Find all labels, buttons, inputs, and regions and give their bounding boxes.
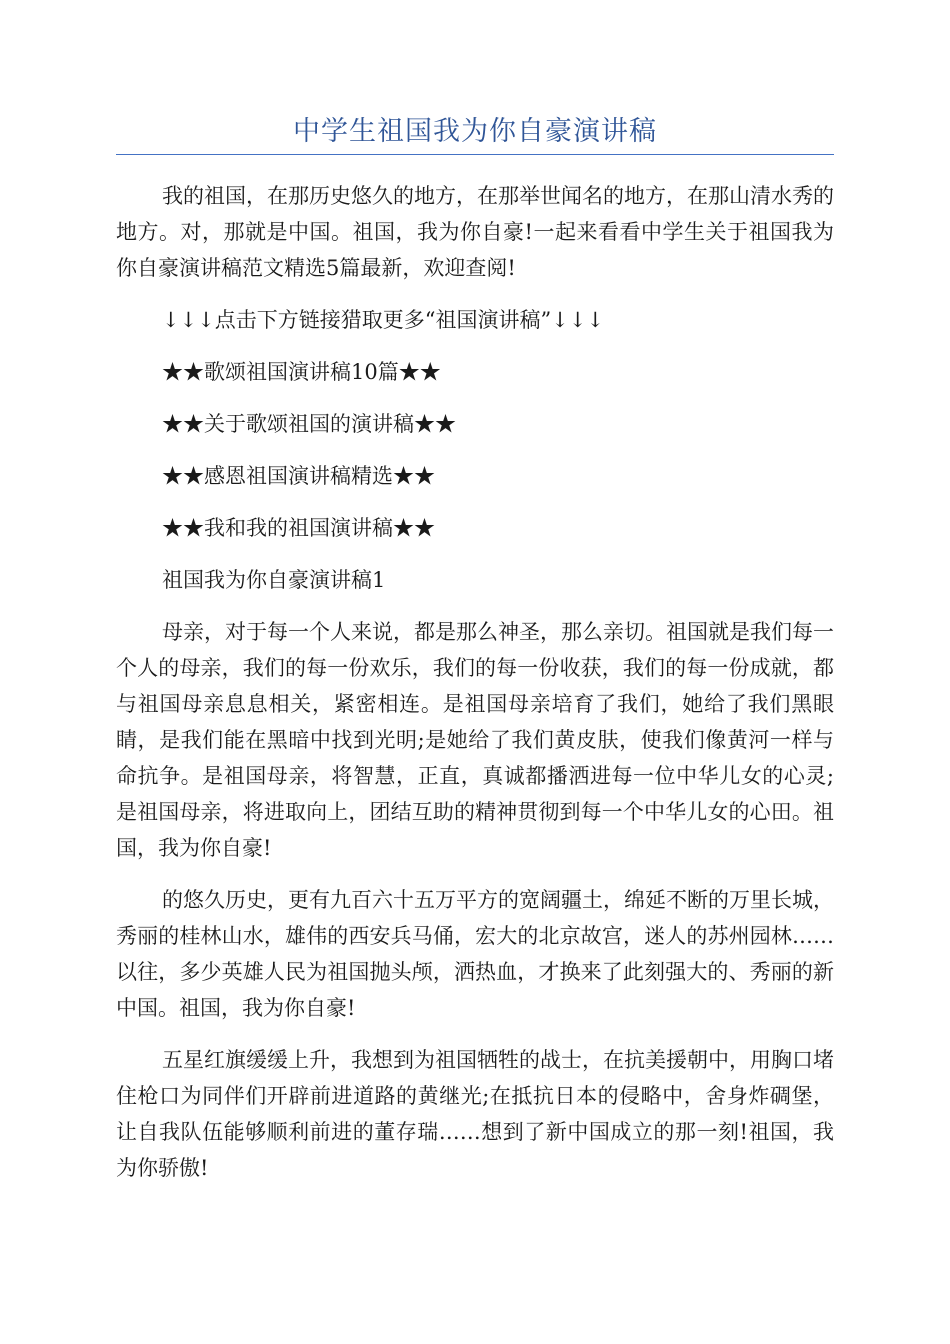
link-prompt: ↓↓↓点击下方链接猎取更多“祖国演讲稿”↓↓↓	[162, 308, 605, 332]
related-link-3[interactable]: ★★感恩祖国演讲稿精选★★	[162, 464, 435, 488]
body-paragraph-3: 五星红旗缓缓上升，我想到为祖国牺牲的战士，在抗美援朝中，用胸口堵住枪口为同伴们开辟前进道路的黄继光;在抵抗日本的侵略中，舍身炸碉堡，让自我队伍能够顺利前进的董存瑞……想到了新中国成立的那一刻!祖国，我为你骄傲!	[116, 1048, 834, 1180]
section-heading: 祖国我为你自豪演讲稿1	[162, 568, 386, 592]
document-body	[116, 146, 834, 1186]
document-title: 中学生祖国我为你自豪演讲稿	[293, 116, 657, 147]
related-link-1[interactable]: ★★歌颂祖国演讲稿10篇★★	[162, 360, 441, 384]
intro-paragraph: 我的祖国，在那历史悠久的地方，在那举世闻名的地方，在那山清水秀的地方。对，那就是中国。祖国，我为你自豪!一起来看看中学生关于祖国我为你自豪演讲稿范文精选5篇最新，欢迎查阅!	[116, 184, 834, 280]
body-paragraph-2: 的悠久历史，更有九百六十五万平方的宽阔疆土，绵延不断的万里长城，秀丽的桂林山水，雄伟的西安兵马俑，宏大的北京故宫，迷人的苏州园林……以往，多少英雄人民为祖国抛头颅，洒热血，才换来了此刻强大的、秀丽的新中国。祖国，我为你自豪!	[116, 888, 834, 1020]
related-link-2[interactable]: ★★关于歌颂祖国的演讲稿★★	[162, 412, 456, 436]
related-link-4[interactable]: ★★我和我的祖国演讲稿★★	[162, 516, 435, 540]
body-paragraph-1: 母亲，对于每一个人来说，都是那么神圣，那么亲切。祖国就是我们每一个人的母亲，我们的每一份欢乐，我们的每一份收获，我们的每一份成就，都与祖国母亲息息相关，紧密相连。是祖国母亲培育了我们，她给了我们黑眼睛，是我们能在黑暗中找到光明;是她给了我们黄皮肤，使我们像黄河一样与命抗争。是祖国母亲，将智慧，正直，真诚都播洒进每一位中华儿女的心灵;是祖国母亲，将进取向上，团结互助的精神贯彻到每一个中华儿女的心田。祖国，我为你自豪!	[116, 620, 834, 860]
